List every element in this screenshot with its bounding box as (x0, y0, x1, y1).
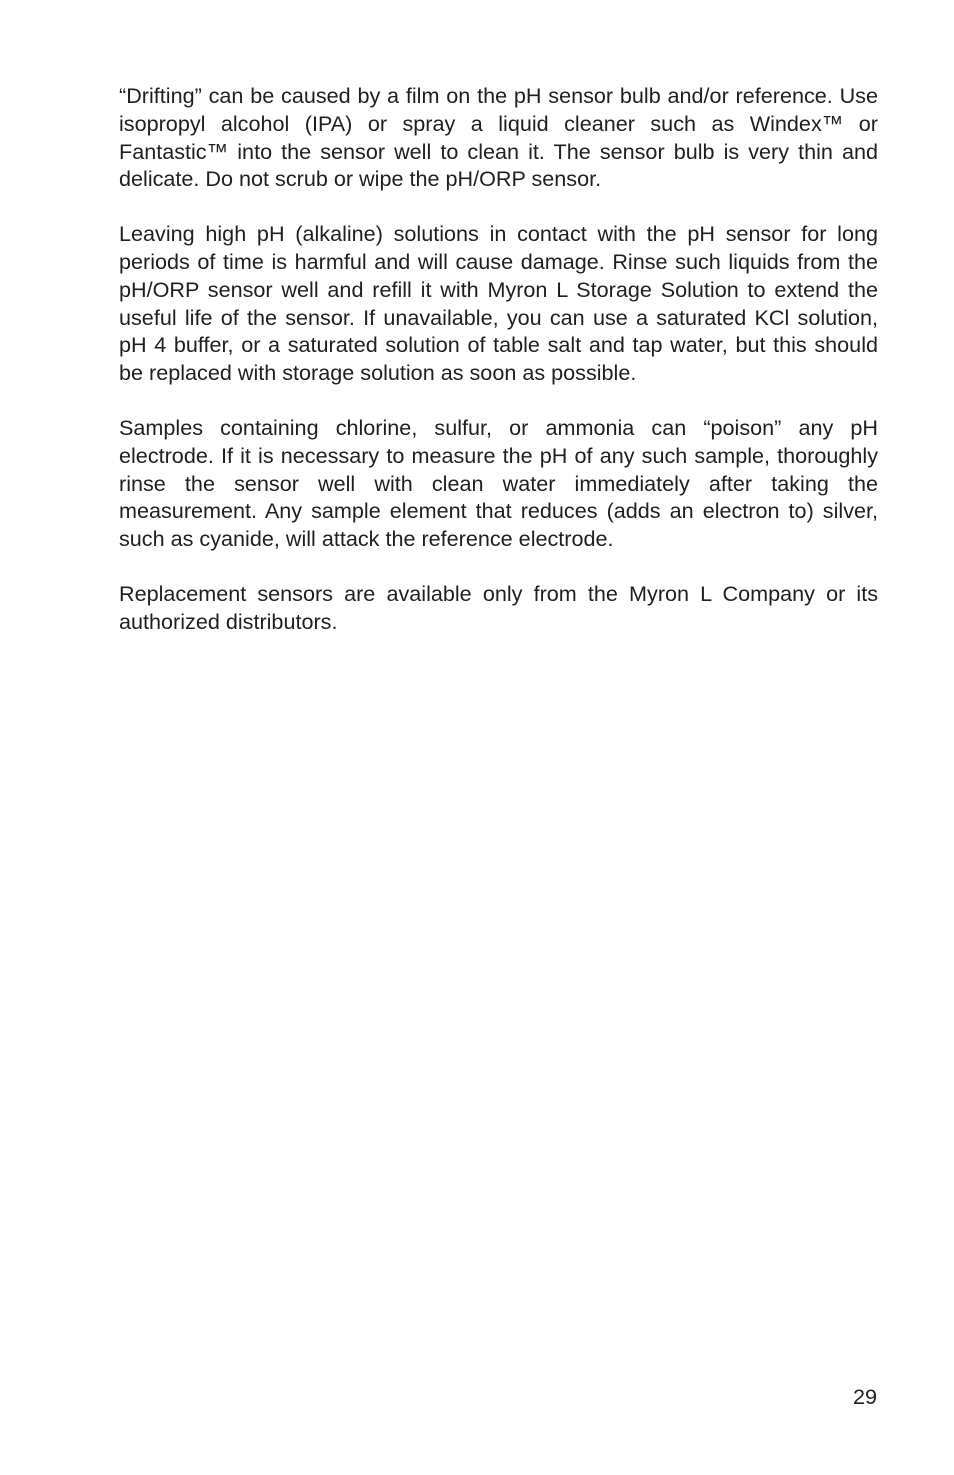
paragraph-replacement-sensors: Replacement sensors are available only from the Myron L Company or its authorized distributors. (119, 580, 878, 634)
page-content (119, 82, 878, 663)
paragraph-poison-samples: Samples containing chlorine, sulfur, or ammonia can “poison” any pH electrode. If it is necessary to measure the pH of any such sample, thoroughly rinse the sensor well with clean water immediately after taking the measurement. Any sample element that reduces (adds an electron to) silver, such as cyanide, will attack the reference electrode. (119, 414, 878, 552)
page-number: 29 (852, 1384, 877, 1409)
paragraph-alkaline-storage: Leaving high pH (alkaline) solutions in contact with the pH sensor for long periods of time is harmful and will cause damage. Rinse such liquids from the pH/ORP sensor well and refill it with Myron L Storage Solution to extend the useful life of the sensor. If unavailable, you can use a saturated KCl solution, pH 4 buffer, or a saturated solution of table salt and tap water, but this should be replaced with storage solution as soon as possible. (119, 221, 878, 386)
paragraph-drifting: “Drifting” can be caused by a film on the pH sensor bulb and/or reference. Use isopropyl alcohol (IPA) or spray a liquid cleaner such as Windex™ or Fantastic™ into the sensor well to clean it. The sensor bulb is very thin and delicate. Do not scrub or wipe the pH/ORP sensor. (119, 83, 878, 192)
